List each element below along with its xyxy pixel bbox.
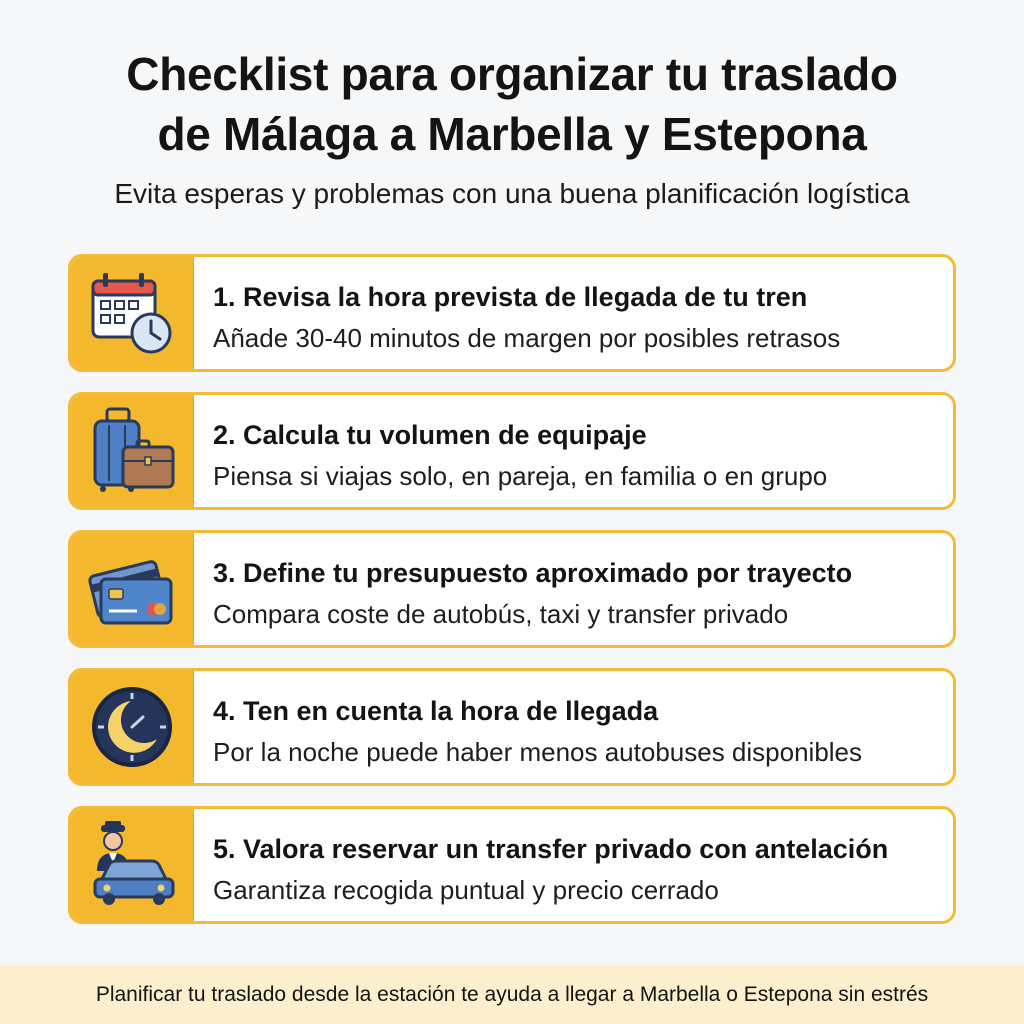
credit-card-icon	[87, 545, 177, 633]
page-title-line-1: Checklist para organizar tu traslado	[126, 48, 898, 100]
checklist	[68, 254, 956, 944]
checklist-item-4-icon-box	[71, 671, 194, 783]
checklist-item-5-icon-box	[71, 809, 194, 921]
checklist-item-3-title: 3. Define tu presupuesto aproximado por trayecto	[213, 558, 853, 588]
page-title	[0, 44, 1024, 164]
checklist-item-1-title: 1. Revisa la hora prevista de llegada de tu tren	[213, 282, 808, 312]
checklist-item-4	[68, 668, 956, 786]
footer-text: Planificar tu traslado desde la estación te ayuda a llegar a Marbella o Estepona sin estrés	[95, 983, 929, 1006]
moon-clock-icon	[87, 683, 177, 771]
checklist-item-4-title: 4. Ten en cuenta la hora de llegada	[213, 696, 659, 726]
checklist-item-3	[68, 530, 956, 648]
checklist-item-5-text: Garantiza recogida puntual y precio cerrado	[213, 875, 719, 905]
calendar-clock-icon	[87, 269, 177, 357]
checklist-item-5-title: 5. Valora reservar un transfer privado con antelación	[213, 834, 889, 864]
checklist-item-3-icon-box	[71, 533, 194, 645]
luggage-icon	[87, 407, 177, 495]
page-title-line-2: de Málaga a Marbella y Estepona	[157, 108, 867, 160]
chauffeur-car-icon	[87, 821, 177, 909]
checklist-item-2-text: Piensa si viajas solo, en pareja, en familia o en grupo	[213, 461, 828, 491]
checklist-item-1-text: Añade 30-40 minutos de margen por posibles retrasos	[213, 323, 841, 353]
checklist-item-1-icon-box	[71, 257, 194, 369]
page-subtitle: Evita esperas y problemas con una buena planificación logística	[114, 178, 910, 209]
checklist-item-4-text: Por la noche puede haber menos autobuses disponibles	[213, 737, 863, 767]
checklist-item-5	[68, 806, 956, 924]
checklist-item-2	[68, 392, 956, 510]
checklist-item-2-title: 2. Calcula tu volumen de equipaje	[213, 420, 647, 450]
footer-banner	[0, 966, 1024, 1024]
checklist-item-1	[68, 254, 956, 372]
checklist-item-2-icon-box	[71, 395, 194, 507]
checklist-item-3-text: Compara coste de autobús, taxi y transfer privado	[213, 599, 789, 629]
